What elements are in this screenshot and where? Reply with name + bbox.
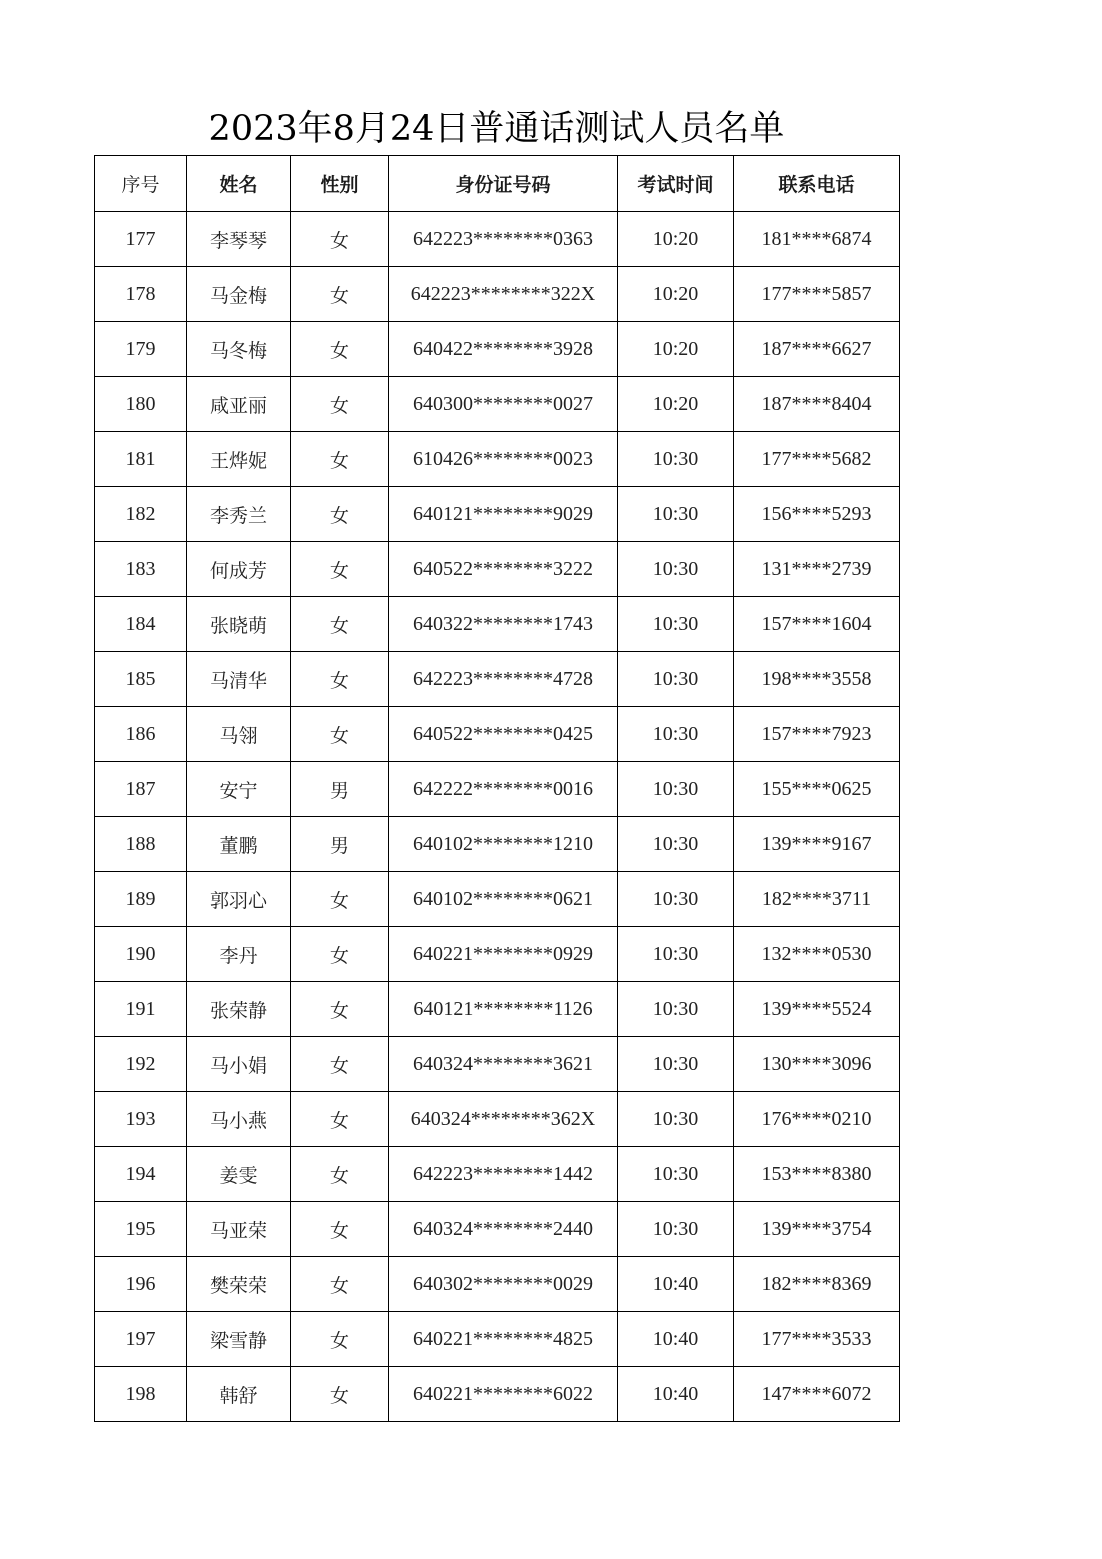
cell-name: 马小燕: [187, 1092, 291, 1147]
table-row: [95, 1367, 900, 1422]
cell-phone: 153****8380: [734, 1147, 900, 1202]
header-name: 姓名: [187, 156, 291, 212]
header-phone: 联系电话: [734, 156, 900, 212]
table-row: [95, 1312, 900, 1367]
cell-phone: 198****3558: [734, 652, 900, 707]
cell-gender: 女: [291, 1202, 389, 1257]
cell-id-number: 640221********6022: [389, 1367, 618, 1422]
cell-exam-time: 10:30: [618, 487, 734, 542]
cell-name: 咸亚丽: [187, 377, 291, 432]
cell-gender: 女: [291, 1092, 389, 1147]
cell-index: 194: [95, 1147, 187, 1202]
cell-id-number: 640102********0621: [389, 872, 618, 927]
cell-gender: 女: [291, 1257, 389, 1312]
cell-name: 张晓萌: [187, 597, 291, 652]
cell-exam-time: 10:30: [618, 1037, 734, 1092]
table-row: [95, 212, 900, 267]
cell-id-number: 640221********4825: [389, 1312, 618, 1367]
table-row: [95, 652, 900, 707]
cell-name: 郭羽心: [187, 872, 291, 927]
table-row: [95, 982, 900, 1037]
cell-phone: 157****7923: [734, 707, 900, 762]
cell-name: 樊荣荣: [187, 1257, 291, 1312]
table-row: [95, 542, 900, 597]
table-row: [95, 1257, 900, 1312]
cell-index: 187: [95, 762, 187, 817]
cell-index: 196: [95, 1257, 187, 1312]
roster-table: [94, 155, 900, 1422]
cell-gender: 女: [291, 872, 389, 927]
cell-phone: 147****6072: [734, 1367, 900, 1422]
cell-gender: 女: [291, 927, 389, 982]
cell-index: 181: [95, 432, 187, 487]
cell-exam-time: 10:20: [618, 377, 734, 432]
cell-id-number: 640422********3928: [389, 322, 618, 377]
cell-id-number: 640300********0027: [389, 377, 618, 432]
cell-index: 179: [95, 322, 187, 377]
cell-exam-time: 10:40: [618, 1367, 734, 1422]
cell-id-number: 640102********1210: [389, 817, 618, 872]
cell-gender: 女: [291, 707, 389, 762]
cell-gender: 女: [291, 1037, 389, 1092]
table-row: [95, 377, 900, 432]
cell-gender: 女: [291, 652, 389, 707]
cell-exam-time: 10:20: [618, 322, 734, 377]
cell-name: 梁雪静: [187, 1312, 291, 1367]
cell-name: 姜雯: [187, 1147, 291, 1202]
cell-id-number: 640522********3222: [389, 542, 618, 597]
table-row: [95, 707, 900, 762]
cell-gender: 女: [291, 212, 389, 267]
cell-id-number: 642223********0363: [389, 212, 618, 267]
cell-exam-time: 10:30: [618, 597, 734, 652]
cell-index: 177: [95, 212, 187, 267]
cell-gender: 男: [291, 762, 389, 817]
cell-gender: 女: [291, 1367, 389, 1422]
table-row: [95, 267, 900, 322]
cell-name: 马小娟: [187, 1037, 291, 1092]
cell-name: 马冬梅: [187, 322, 291, 377]
cell-name: 王烨妮: [187, 432, 291, 487]
table-row: [95, 1202, 900, 1257]
cell-id-number: 640221********0929: [389, 927, 618, 982]
cell-exam-time: 10:40: [618, 1257, 734, 1312]
cell-exam-time: 10:20: [618, 212, 734, 267]
cell-gender: 女: [291, 982, 389, 1037]
cell-id-number: 642222********0016: [389, 762, 618, 817]
header-gender: 性别: [291, 156, 389, 212]
cell-gender: 女: [291, 597, 389, 652]
table-row: [95, 762, 900, 817]
cell-exam-time: 10:30: [618, 817, 734, 872]
table-header: [95, 156, 900, 212]
cell-name: 安宁: [187, 762, 291, 817]
cell-phone: 157****1604: [734, 597, 900, 652]
cell-phone: 177****3533: [734, 1312, 900, 1367]
cell-gender: 女: [291, 1147, 389, 1202]
cell-phone: 181****6874: [734, 212, 900, 267]
cell-index: 186: [95, 707, 187, 762]
header-id-number: 身份证号码: [389, 156, 618, 212]
cell-exam-time: 10:40: [618, 1312, 734, 1367]
cell-name: 马金梅: [187, 267, 291, 322]
cell-name: 董鹏: [187, 817, 291, 872]
cell-gender: 女: [291, 432, 389, 487]
cell-exam-time: 10:30: [618, 652, 734, 707]
cell-gender: 男: [291, 817, 389, 872]
cell-exam-time: 10:30: [618, 872, 734, 927]
cell-id-number: 642223********322X: [389, 267, 618, 322]
cell-name: 马清华: [187, 652, 291, 707]
cell-phone: 131****2739: [734, 542, 900, 597]
cell-id-number: 640324********2440: [389, 1202, 618, 1257]
cell-exam-time: 10:20: [618, 267, 734, 322]
cell-phone: 177****5857: [734, 267, 900, 322]
cell-index: 185: [95, 652, 187, 707]
cell-gender: 女: [291, 1312, 389, 1367]
cell-index: 178: [95, 267, 187, 322]
header-index: 序号: [95, 156, 187, 212]
cell-gender: 女: [291, 267, 389, 322]
page-title: 2023年8月24日普通话测试人员名单: [208, 109, 785, 149]
cell-gender: 女: [291, 487, 389, 542]
table-row: [95, 487, 900, 542]
cell-name: 何成芳: [187, 542, 291, 597]
table-body: [95, 212, 900, 1422]
cell-id-number: 640121********1126: [389, 982, 618, 1037]
cell-exam-time: 10:30: [618, 1092, 734, 1147]
cell-name: 张荣静: [187, 982, 291, 1037]
cell-index: 198: [95, 1367, 187, 1422]
cell-exam-time: 10:30: [618, 542, 734, 597]
cell-index: 189: [95, 872, 187, 927]
table-row: [95, 927, 900, 982]
cell-id-number: 642223********1442: [389, 1147, 618, 1202]
cell-name: 李秀兰: [187, 487, 291, 542]
header-exam-time: 考试时间: [618, 156, 734, 212]
cell-phone: 132****0530: [734, 927, 900, 982]
cell-phone: 155****0625: [734, 762, 900, 817]
cell-gender: 女: [291, 377, 389, 432]
cell-phone: 182****8369: [734, 1257, 900, 1312]
cell-id-number: 640121********9029: [389, 487, 618, 542]
cell-phone: 182****3711: [734, 872, 900, 927]
cell-phone: 139****3754: [734, 1202, 900, 1257]
cell-id-number: 640322********1743: [389, 597, 618, 652]
cell-id-number: 640302********0029: [389, 1257, 618, 1312]
cell-exam-time: 10:30: [618, 1147, 734, 1202]
cell-exam-time: 10:30: [618, 432, 734, 487]
cell-exam-time: 10:30: [618, 707, 734, 762]
cell-index: 197: [95, 1312, 187, 1367]
cell-id-number: 642223********4728: [389, 652, 618, 707]
cell-gender: 女: [291, 322, 389, 377]
table-row: [95, 872, 900, 927]
cell-name: 马亚荣: [187, 1202, 291, 1257]
cell-phone: 187****8404: [734, 377, 900, 432]
table-row: [95, 817, 900, 872]
cell-id-number: 610426********0023: [389, 432, 618, 487]
cell-index: 191: [95, 982, 187, 1037]
cell-gender: 女: [291, 542, 389, 597]
cell-name: 马翎: [187, 707, 291, 762]
cell-index: 180: [95, 377, 187, 432]
cell-name: 李琴琴: [187, 212, 291, 267]
table-row: [95, 1147, 900, 1202]
cell-index: 195: [95, 1202, 187, 1257]
cell-index: 182: [95, 487, 187, 542]
table-row: [95, 1037, 900, 1092]
cell-phone: 177****5682: [734, 432, 900, 487]
cell-exam-time: 10:30: [618, 762, 734, 817]
table-row: [95, 1092, 900, 1147]
cell-phone: 139****5524: [734, 982, 900, 1037]
cell-phone: 156****5293: [734, 487, 900, 542]
cell-index: 188: [95, 817, 187, 872]
cell-index: 193: [95, 1092, 187, 1147]
cell-name: 李丹: [187, 927, 291, 982]
cell-phone: 187****6627: [734, 322, 900, 377]
header-row: [95, 156, 900, 212]
table-row: [95, 597, 900, 652]
cell-index: 190: [95, 927, 187, 982]
cell-index: 183: [95, 542, 187, 597]
cell-phone: 130****3096: [734, 1037, 900, 1092]
cell-exam-time: 10:30: [618, 1202, 734, 1257]
cell-name: 韩舒: [187, 1367, 291, 1422]
cell-exam-time: 10:30: [618, 982, 734, 1037]
cell-id-number: 640324********3621: [389, 1037, 618, 1092]
cell-phone: 139****9167: [734, 817, 900, 872]
table-row: [95, 322, 900, 377]
cell-index: 184: [95, 597, 187, 652]
cell-phone: 176****0210: [734, 1092, 900, 1147]
table-row: [95, 432, 900, 487]
cell-id-number: 640324********362X: [389, 1092, 618, 1147]
cell-index: 192: [95, 1037, 187, 1092]
cell-exam-time: 10:30: [618, 927, 734, 982]
cell-id-number: 640522********0425: [389, 707, 618, 762]
